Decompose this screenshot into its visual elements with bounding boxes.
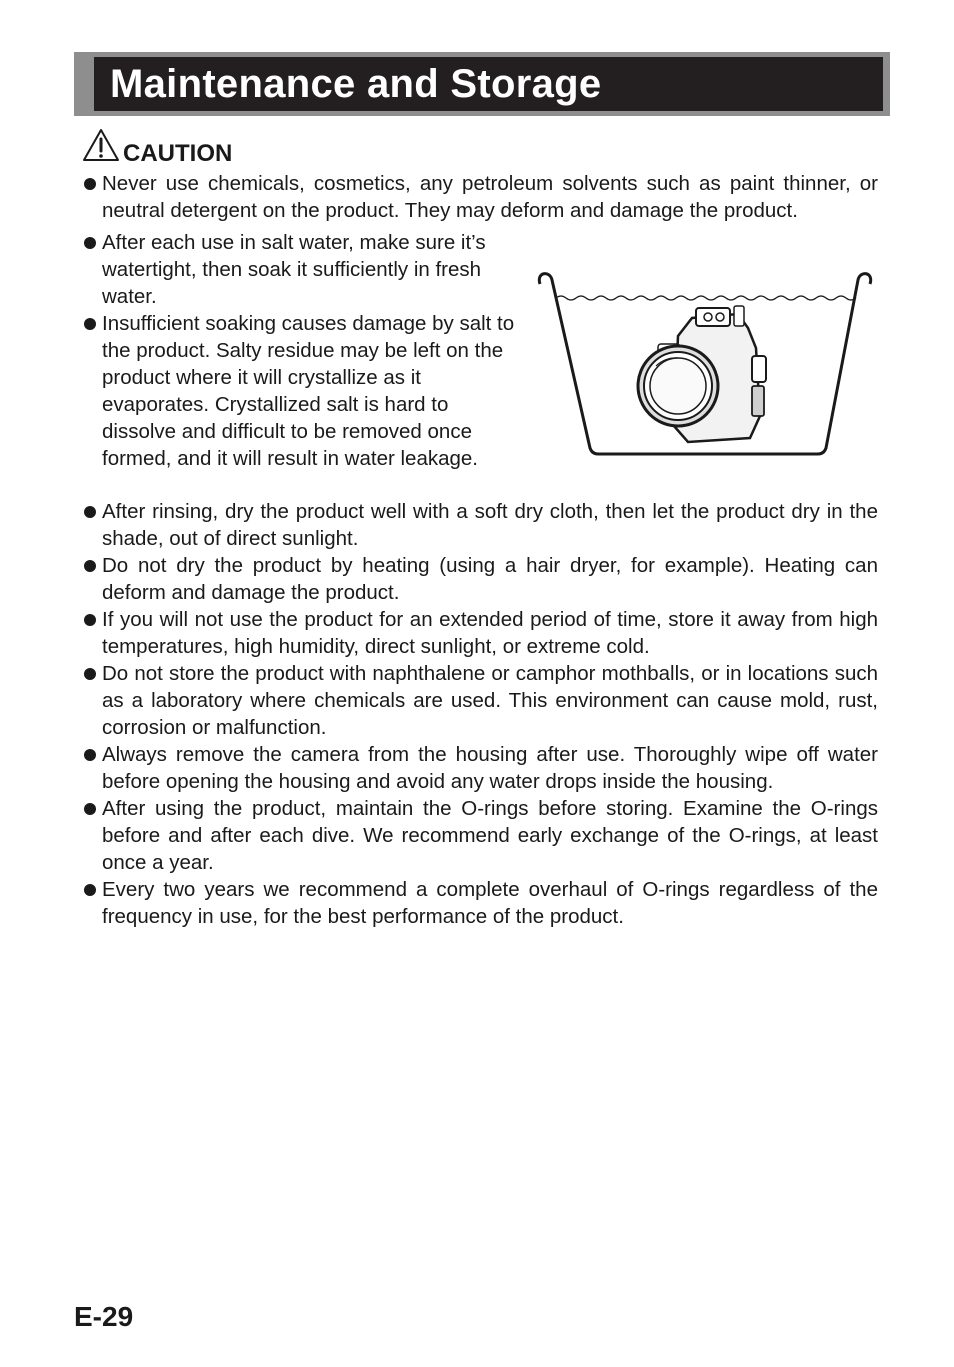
- bullet-icon: [84, 668, 96, 680]
- page-title: Maintenance and Storage: [110, 62, 602, 106]
- list-item: [82, 170, 878, 224]
- list-item-text: If you will not use the product for an extended period of time, store it away from high temperatures, high humidity, direct sunlight, or extreme cold.: [102, 608, 878, 658]
- caution-list-bottom: [82, 498, 878, 930]
- warning-triangle-icon: [82, 128, 120, 162]
- list-item-text: After each use in salt water, make sure it’s watertight, then soak it sufficiently in fresh water.: [102, 231, 486, 308]
- list-item-text: Insufficient soaking causes damage by salt to the product. Salty residue may be left on the product where it will crystallize as it evaporates. Crystallized salt is hard to dissolve and difficult to be removed once formed, and it will result in water leakage.: [102, 312, 515, 470]
- page-number: E-29: [74, 1301, 134, 1332]
- caution-heading: [82, 128, 233, 167]
- list-item: [82, 660, 878, 741]
- title-bar: [74, 52, 890, 116]
- bullet-icon: [84, 803, 96, 815]
- bullet-icon: [84, 318, 96, 330]
- camera-housing: [638, 306, 766, 442]
- water-surface: [556, 296, 856, 300]
- list-item-text: Every two years we recommend a complete overhaul of O-rings regardless of the frequency in use, for the best performance of the product.: [102, 878, 878, 928]
- list-item-text: After rinsing, dry the product well with a soft dry cloth, then let the product dry in the shade, out of direct sunlight.: [102, 500, 878, 550]
- title-bar-inner: [94, 57, 883, 111]
- list-item: [82, 552, 878, 606]
- list-item: [82, 229, 522, 310]
- bullet-icon: [84, 178, 96, 190]
- list-item-text: After using the product, maintain the O-rings before storing. Examine the O-rings before and after each dive. We recommend early exchange of the O-rings, at least once a year.: [102, 797, 878, 874]
- bullet-icon: [84, 884, 96, 896]
- list-item: [82, 741, 878, 795]
- bullet-icon: [84, 560, 96, 572]
- list-item-text: Never use chemicals, cosmetics, any petroleum solvents such as paint thinner, or neutral detergent on the product. They may deform and damage the product.: [102, 172, 878, 222]
- caution-list-top: [82, 170, 878, 224]
- soaking-illustration: [528, 266, 880, 458]
- list-item: [82, 310, 522, 472]
- list-item: [82, 795, 878, 876]
- caution-list-side: [82, 229, 522, 472]
- list-item-text: Do not dry the product by heating (using a hair dryer, for example). Heating can deform and damage the product.: [102, 554, 878, 604]
- caution-label: CAUTION: [123, 140, 233, 167]
- bullet-icon: [84, 506, 96, 518]
- list-item-text: Always remove the camera from the housing after use. Thoroughly wipe off water before opening the housing and avoid any water drops inside the housing.: [102, 743, 878, 793]
- bullet-icon: [84, 749, 96, 761]
- list-item: [82, 606, 878, 660]
- list-item: [82, 498, 878, 552]
- list-item-text: Do not store the product with naphthalene or camphor mothballs, or in locations such as a laboratory where chemicals are used. This environment can cause mold, rust, corrosion or malfunction.: [102, 662, 878, 739]
- bullet-icon: [84, 237, 96, 249]
- list-item: [82, 876, 878, 930]
- bullet-icon: [84, 614, 96, 626]
